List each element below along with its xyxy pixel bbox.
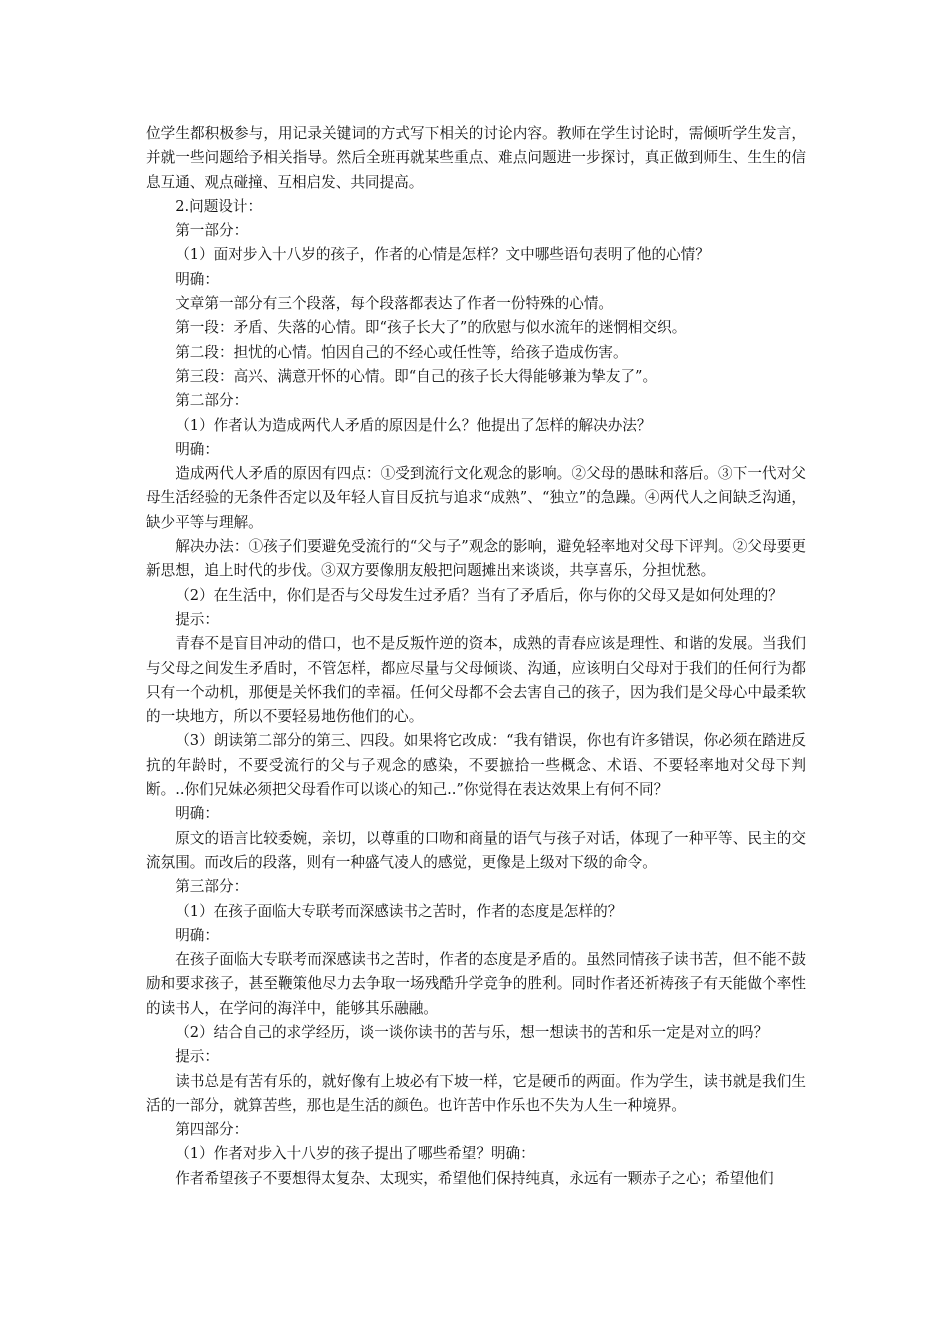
paragraph: （1）在孩子面临大专联考而深感读书之苦时，作者的态度是怎样的？ xyxy=(175,902,623,920)
paragraph: （2）结合自己的求学经历，谈一谈你读书的苦与乐，想一想读书的苦和乐一定是对立的吗？ xyxy=(175,1023,769,1041)
paragraph: 在孩子面临大专联考而深感读书之苦时，作者的态度是矛盾的。虽然同情孩子读书苦，但不能不鼓励和要求孩子，甚至鞭策他尽力去争取一场残酷升学竞争的胜利。同时作者还祈祷孩子有天能做个率性的读书人，在学问的海洋中，能够其乐融融。 xyxy=(146,951,806,1017)
paragraph: 明确： xyxy=(175,440,219,458)
paragraph: 第三段：高兴、满意开怀的心情。即“自己的孩子长大得能够兼为挚友了”。 xyxy=(175,367,658,385)
document-body xyxy=(146,122,806,1191)
paragraph: 造成两代人矛盾的原因有四点：①受到流行文化观念的影响。②父母的愚昧和落后。③下一代对父母生活经验的无条件否定以及年轻人盲目反抗与追求“成熟”、“独立”的急躁。④两代人之间缺乏沟通，缺少平等与理解。 xyxy=(146,465,806,531)
paragraph: 第一部分： xyxy=(175,222,249,240)
paragraph: 作者希望孩子不要想得太复杂、太现实，希望他们保持纯真，永远有一颗赤子之心；希望他们 xyxy=(175,1169,774,1187)
paragraph: （1）面对步入十八岁的孩子，作者的心情是怎样？文中哪些语句表明了他的心情？ xyxy=(175,246,710,264)
paragraph: （2）在生活中，你们是否与父母发生过矛盾？当有了矛盾后，你与你的父母又是如何处理的？ xyxy=(175,586,783,604)
paragraph: 位学生都积极参与，用记录关键词的方式写下相关的讨论内容。教师在学生讨论时，需倾听学生发言，并就一些问题给予相关指导。然后全班再就某些重点、难点问题进一步探讨，真正做到师生、生生的信息互通、观点碰撞、互相启发、共同提高。 xyxy=(146,125,806,191)
paragraph: 解决办法：①孩子们要避免受流行的“父与子”观念的影响，避免轻率地对父母下评判。②父母要更新思想，追上时代的步伐。③双方要像朋友般把问题摊出来谈谈，共享喜乐，分担忧愁。 xyxy=(146,538,806,580)
paragraph: （1）作者对步入十八岁的孩子提出了哪些希望？明确： xyxy=(175,1145,535,1163)
paragraph: （3）朗读第二部分的第三、四段。如果将它改成：“我有错误，你也有许多错误，你必须在踏进反抗的年龄时，不要受流行的父与子观念的感染，不要摭拾一些概念、术语、不要轻率地对父母下判断。..你们兄妹必须把父母看作可以谈心的知己..”你觉得在表达效果上有何不同？ xyxy=(146,732,806,799)
paragraph: 第四部分： xyxy=(175,1121,249,1139)
paragraph: 明确： xyxy=(175,805,219,823)
paragraph: （1）作者认为造成两代人矛盾的原因是什么？他提出了怎样的解决办法？ xyxy=(175,416,652,434)
paragraph: 青春不是盲目冲动的借口，也不是反叛忤逆的资本，成熟的青春应该是理性、和谐的发展。当我们与父母之间发生矛盾时，不管怎样，都应尽量与父母倾谈、沟通，应该明白父母对于我们的任何行为都只有一个动机，那便是关怀我们的幸福。任何父母都不会去害自己的孩子，因为我们是父母心中最柔软的一块地方，所以不要轻易地伤他们的心。 xyxy=(146,635,806,726)
paragraph: 文章第一部分有三个段落，每个段落都表达了作者一份特殊的心情。 xyxy=(175,295,614,313)
paragraph: 第二段：担忧的心情。怕因自己的不经心或任性等，给孩子造成伤害。 xyxy=(175,343,628,361)
paragraph: 提示： xyxy=(175,1048,219,1066)
paragraph: 第一段：矛盾、失落的心情。即“孩子长大了”的欣慰与似水流年的迷惘相交织。 xyxy=(175,319,687,337)
paragraph: 读书总是有苦有乐的，就好像有上坡必有下坡一样，它是硬币的两面。作为学生，读书就是我们生活的一部分，就算苦些，那也是生活的颜色。也许苦中作乐也不失为人生一种境界。 xyxy=(146,1072,806,1114)
paragraph: 原文的语言比较委婉，亲切，以尊重的口吻和商量的语气与孩子对话，体现了一种平等、民主的交流氛围。而改后的段落，则有一种盛气凌人的感觉，更像是上级对下级的命令。 xyxy=(146,829,806,871)
paragraph: 第二部分： xyxy=(175,392,249,410)
paragraph: 第三部分： xyxy=(175,878,249,896)
paragraph: 明确： xyxy=(175,926,219,944)
paragraph: 明确： xyxy=(175,270,219,288)
paragraph: 提示： xyxy=(175,610,219,628)
paragraph: 2.问题设计： xyxy=(175,197,263,215)
